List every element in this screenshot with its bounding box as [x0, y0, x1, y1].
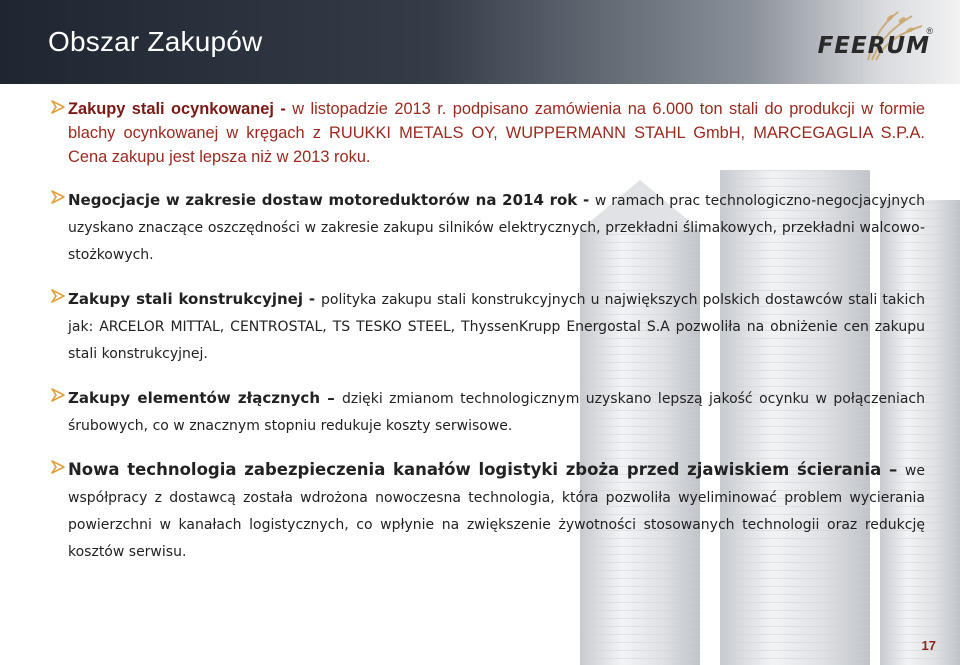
- logo-text: FEERUM: [817, 33, 930, 59]
- list-item: [50, 187, 925, 268]
- item-body: dzięki zmianom technologicznym uzyskano lepszą jakość ocynku w połączeniach śrubowych, co w znacznym stopniu redukuje koszty serwisowe.: [68, 391, 926, 434]
- item-body: we współpracy z dostawcą została wdrożona nowoczesna technologia, która pozwoliła wyeliminować problem wycierania powierzchni w kanałach logistycznych, co wpłynie na zwiększenie żywotności stosowanych technologii oraz redukcję kosztów serwisu.: [68, 463, 925, 560]
- arrow-bullet-icon: [50, 387, 66, 403]
- item-body: w ramach prac technologiczno-negocjacyjnych uzyskano znaczące oszczędności w zakresie zakupu silników elektrycznych, przekładni ślimakowych, przekładni walcowo-stożkowych.: [68, 193, 925, 263]
- item-lead: Nowa technologia zabezpieczenia kanałów logistyki zboża przed zjawiskiem ścierania –: [68, 460, 905, 479]
- item-lead: Zakupy stali ocynkowanej -: [68, 100, 293, 118]
- item-body: w listopadzie 2013 r. podpisano zamówienia na 6.000 ton stali do produkcji w formie blachy ocynkowanej w kręgach z RUUKKI METALS OY, WUPPERMANN STAHL GmbH, MARCEGAGLIA S.P.A. Cena zakupu jest lepsza niż w 2013 roku.: [68, 100, 925, 166]
- item-lead: Zakupy stali konstrukcyjnej -: [68, 290, 322, 308]
- page-title: Obszar Zakupów: [48, 26, 263, 57]
- bullet-list: [50, 97, 925, 583]
- registered-mark: ®: [926, 26, 933, 36]
- item-lead: Zakupy elementów złącznych –: [68, 389, 342, 407]
- list-item: [50, 457, 925, 565]
- header-bar: [0, 0, 960, 84]
- list-item: [50, 286, 925, 367]
- item-body: polityka zakupu stali konstrukcyjnych u największych polskich dostawców stali takich jak: ARCELOR MITTAL, CENTROSTAL, TS TESKO STEEL, ThyssenKrupp Energostal S.A pozwoliła na obniżenie cen zakupu stali konstrukcyjnej.: [68, 292, 925, 362]
- list-item: [50, 97, 925, 169]
- arrow-bullet-icon: [50, 189, 66, 205]
- list-item: [50, 385, 925, 439]
- arrow-bullet-icon: [50, 459, 66, 475]
- page-number: 17: [921, 638, 936, 653]
- arrow-bullet-icon: [50, 288, 66, 304]
- item-lead: Negocjacje w zakresie dostaw motoreduktorów na 2014 rok -: [68, 191, 595, 209]
- arrow-bullet-icon: [50, 99, 66, 115]
